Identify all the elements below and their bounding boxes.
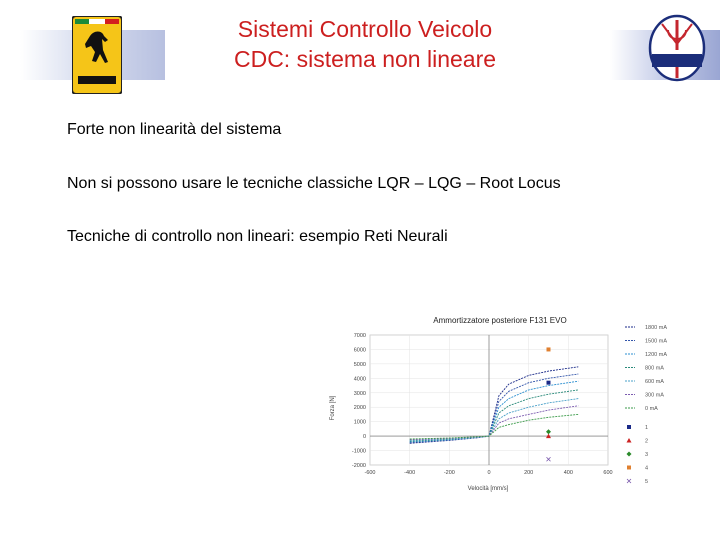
y-tick-label: 5000: [353, 361, 366, 368]
maserati-logo: [648, 14, 706, 82]
bullet-nonlinear-control: Tecniche di controllo non lineari: esempio Reti Neurali: [67, 228, 448, 245]
y-tick-label: 7000: [353, 333, 366, 339]
y-tick-label: 6000: [353, 347, 366, 354]
x-tick-label: -200: [443, 470, 455, 476]
legend-label-4: 600 mA: [645, 379, 664, 385]
damper-chart: [325, 310, 685, 495]
legend-label-1: 1500 mA: [645, 338, 668, 345]
legend-marker-3: [627, 466, 631, 470]
legend-marker-label-2: 3: [645, 452, 649, 458]
y-tick-label: 3000: [353, 390, 366, 397]
chart-title: Ammortizzatore posteriore F131 EVO: [433, 316, 567, 325]
legend-label-0: 1800 mA: [645, 325, 668, 331]
title-line-1: Sistemi Controllo Veicolo: [237, 16, 493, 42]
x-tick-label: 0: [487, 470, 491, 476]
chart-xlabel: Velocità [mm/s]: [467, 486, 509, 492]
y-tick-label: -2000: [351, 463, 366, 469]
y-tick-label: 0: [362, 434, 366, 441]
bullet-nonlinearity: Forte non linearità del sistema: [67, 121, 282, 138]
legend-marker-label-3: 4: [645, 465, 649, 472]
y-tick-label: 1000: [353, 419, 366, 426]
x-tick-label: 400: [563, 470, 573, 476]
x-tick-label: 200: [524, 470, 534, 476]
legend-marker-4: [627, 479, 631, 483]
y-tick-label: 2000: [353, 405, 366, 412]
legend-marker-0: [627, 425, 631, 429]
x-tick-label: -600: [364, 470, 376, 476]
ferrari-logo: [72, 16, 122, 94]
chart-ylabel: Forza [N]: [330, 395, 336, 421]
legend-marker-label-4: 5: [645, 479, 649, 485]
data-marker-0: [547, 381, 551, 385]
slide-title: [150, 14, 580, 74]
title-line-2: CDC: sistema non lineare: [233, 46, 497, 72]
legend-marker-2: [627, 452, 632, 457]
y-tick-label: -1000: [351, 448, 366, 455]
legend-marker-label-1: 2: [645, 438, 649, 445]
legend-label-3: 800 mA: [645, 365, 664, 372]
data-marker-3: [547, 347, 551, 351]
legend-marker-label-0: 1: [645, 425, 649, 431]
legend-label-6: 0 mA: [645, 406, 658, 412]
y-tick-label: 4000: [353, 376, 366, 383]
bullet-classic-techniques: Non si possono usare le tecniche classiche LQR – LQG – Root Locus: [67, 175, 561, 192]
x-tick-label: -400: [404, 470, 416, 476]
legend-label-5: 300 mA: [645, 392, 664, 399]
legend-marker-1: [627, 438, 632, 443]
legend-label-2: 1200 mA: [645, 352, 668, 358]
x-tick-label: 600: [603, 470, 613, 476]
